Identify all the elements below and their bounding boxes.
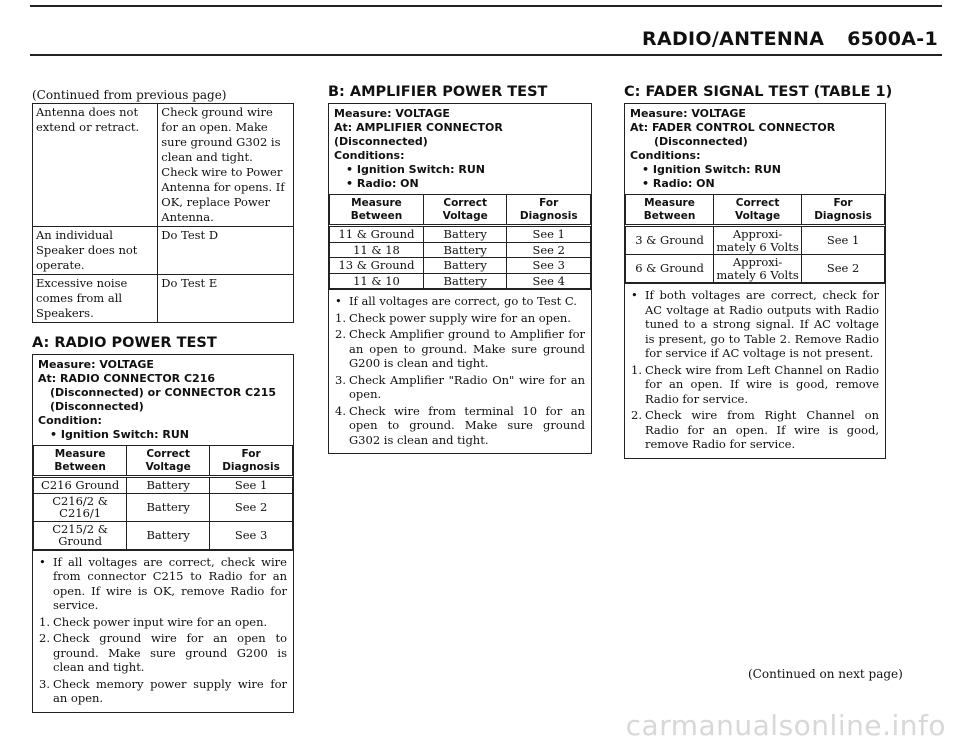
item-marker: • xyxy=(335,294,342,308)
site-watermark: carmanualsonline.info xyxy=(625,709,946,742)
item-text: Check wire from Right Channel on Radio for an open. If wire is good, remove Radio for service. xyxy=(645,408,879,451)
header-diagnosis: For Diagnosis xyxy=(507,195,591,226)
item-text: Check ground wire for an open to ground. Make sure ground G200 is clean and tight. xyxy=(53,631,287,674)
diagnosis-cell: See 1 xyxy=(802,226,885,255)
header-measure: Measure Between xyxy=(330,195,424,226)
symptom-cell: Excessive noise comes from all Speakers. xyxy=(33,275,158,323)
condition-label: Condition: xyxy=(38,414,102,427)
item-text: Check wire from Left Channel on Radio for an open. If wire is good, remove Radio for service. xyxy=(645,362,879,406)
column-left xyxy=(32,88,294,713)
item-text: If all voltages are correct, go to Test C. xyxy=(349,294,577,308)
item-text: Check memory power supply wire for an open. xyxy=(53,676,287,705)
header-diagnosis: For Diagnosis xyxy=(802,195,885,226)
item-marker: 4. xyxy=(335,403,346,418)
header-voltage: Correct Voltage xyxy=(714,195,802,226)
test-b-steps xyxy=(329,289,591,453)
list-item xyxy=(39,615,287,630)
list-item xyxy=(335,294,585,309)
diagnosis-cell: See 2 xyxy=(507,242,591,258)
diagnosis-cell: See 1 xyxy=(507,226,591,243)
table-row xyxy=(33,104,294,227)
item-marker: 2. xyxy=(335,327,346,341)
top-border-line xyxy=(30,5,942,7)
action-cell: Do Test D xyxy=(158,227,294,275)
measure-cell: C216 Ground xyxy=(34,477,127,494)
test-b-title: B: AMPLIFIER POWER TEST xyxy=(328,84,548,100)
measure-line: Measure: VOLTAGE xyxy=(630,107,746,120)
item-text: If both voltages are correct, check for AC voltage at Radio outputs with Radio tuned to a strong signal. If AC voltage is present, go to Table 2. Remove Radio for service if AC voltage is not present. xyxy=(645,288,879,360)
test-c-title: C: FADER SIGNAL TEST (TABLE 1) xyxy=(624,84,893,100)
voltage-cell: Battery xyxy=(423,242,507,258)
table-row xyxy=(34,493,293,521)
test-b-table xyxy=(329,194,591,289)
table-row xyxy=(330,242,591,258)
action-cell: Check ground wire for an open. Make sure ground G302 is clean and tight. Check wire to Power Antenna for opens. If OK, replace Power Antenna. xyxy=(158,104,294,227)
item-marker: 2. xyxy=(39,631,50,645)
voltage-cell: Battery xyxy=(127,477,210,494)
test-b-conditions xyxy=(329,104,591,194)
list-item xyxy=(631,408,879,452)
continued-table xyxy=(32,103,294,323)
at-line-3: (Disconnected) xyxy=(50,400,144,413)
test-c-table xyxy=(625,194,885,283)
table-row xyxy=(34,521,293,549)
column-right xyxy=(624,84,893,459)
header-measure: Measure Between xyxy=(626,195,714,226)
page-header xyxy=(626,28,938,50)
header-measure: Measure Between xyxy=(34,446,127,477)
measure-cell: 13 & Ground xyxy=(330,258,424,274)
item-text: Check Amplifier "Radio On" wire for an open. xyxy=(349,372,585,401)
condition-item: • Radio: ON xyxy=(346,177,419,190)
item-marker: 1. xyxy=(39,614,50,629)
list-item xyxy=(631,363,879,407)
diagnosis-cell: See 3 xyxy=(210,521,293,549)
at-line-2: (Disconnected) or CONNECTOR C215 xyxy=(50,386,277,399)
list-item xyxy=(335,373,585,402)
voltage-cell: Battery xyxy=(423,273,507,289)
header-voltage: Correct Voltage xyxy=(127,446,210,477)
test-a-box xyxy=(32,354,294,713)
measure-cell: 3 & Ground xyxy=(626,226,714,255)
at-line: At: AMPLIFIER CONNECTOR (Disconnected) xyxy=(334,121,503,148)
table-row xyxy=(626,255,885,283)
measure-cell: 6 & Ground xyxy=(626,255,714,283)
test-b-box xyxy=(328,103,592,454)
section-title: RADIO/ANTENNA xyxy=(642,28,825,50)
list-item xyxy=(39,555,287,613)
item-marker: 1. xyxy=(335,310,346,325)
page-number: 6500A-1 xyxy=(847,28,938,50)
symptom-cell: Antenna does not extend or retract. xyxy=(33,104,158,227)
voltage-cell: Battery xyxy=(423,226,507,243)
measure-line: Measure: VOLTAGE xyxy=(38,358,154,371)
table-row xyxy=(33,275,294,323)
test-a-table xyxy=(33,445,293,550)
diagnosis-cell: See 2 xyxy=(210,493,293,521)
list-item xyxy=(631,288,879,361)
item-text: Check power supply wire for an open. xyxy=(349,310,571,325)
header-rule xyxy=(30,54,942,56)
condition-label: Conditions: xyxy=(630,149,701,162)
voltage-cell: Approxi-mately 6 Volts xyxy=(714,226,802,255)
list-item xyxy=(335,404,585,448)
test-a-title: A: RADIO POWER TEST xyxy=(32,335,217,351)
list-item xyxy=(39,631,287,675)
measure-cell: 11 & Ground xyxy=(330,226,424,243)
item-marker: • xyxy=(39,554,46,569)
item-text: Check power input wire for an open. xyxy=(53,614,268,629)
table-row xyxy=(34,477,293,494)
item-marker: 3. xyxy=(335,372,346,387)
test-c-conditions xyxy=(625,104,885,194)
table-row xyxy=(330,226,591,243)
measure-line: Measure: VOLTAGE xyxy=(334,107,450,120)
voltage-cell: Approxi-mately 6 Volts xyxy=(714,255,802,283)
symptom-cell: An individual Speaker does not operate. xyxy=(33,227,158,275)
test-c-box xyxy=(624,103,886,459)
measure-cell: 11 & 10 xyxy=(330,273,424,289)
test-a-conditions xyxy=(33,355,293,445)
item-marker: 1. xyxy=(631,362,642,377)
diagnosis-cell: See 3 xyxy=(507,258,591,274)
item-marker: 2. xyxy=(631,408,642,422)
voltage-cell: Battery xyxy=(127,493,210,521)
table-row xyxy=(330,258,591,274)
test-a-steps xyxy=(33,550,293,712)
condition-item: • Ignition Switch: RUN xyxy=(346,163,485,176)
diagnosis-cell: See 2 xyxy=(802,255,885,283)
item-text: Check wire from terminal 10 for an open to ground. Make sure ground G302 is clean and tight. xyxy=(349,403,585,447)
column-middle xyxy=(328,84,592,454)
list-item xyxy=(335,311,585,326)
item-marker: 3. xyxy=(39,676,50,691)
condition-item: • Ignition Switch: RUN xyxy=(50,428,189,441)
condition-item: • Ignition Switch: RUN xyxy=(642,163,781,176)
table-header-row xyxy=(330,195,591,226)
table-row xyxy=(330,273,591,289)
header-voltage: Correct Voltage xyxy=(423,195,507,226)
at-line: At: FADER CONTROL CONNECTOR xyxy=(630,121,836,134)
measure-cell: 11 & 18 xyxy=(330,242,424,258)
test-c-steps xyxy=(625,283,885,458)
diagnosis-cell: See 1 xyxy=(210,477,293,494)
measure-cell: C215/2 & Ground xyxy=(34,521,127,549)
table-row xyxy=(33,227,294,275)
header-diagnosis: For Diagnosis xyxy=(210,446,293,477)
measure-cell: C216/2 & C216/1 xyxy=(34,493,127,521)
diagnosis-cell: See 4 xyxy=(507,273,591,289)
condition-item: • Radio: ON xyxy=(642,177,715,190)
table-row xyxy=(626,226,885,255)
at-line-2: (Disconnected) xyxy=(654,135,748,148)
item-text: If all voltages are correct, check wire from connector C215 to Radio for an open. If wire is OK, remove Radio for service. xyxy=(53,554,287,612)
continued-note: (Continued from previous page) xyxy=(32,88,227,102)
item-marker: • xyxy=(631,288,638,302)
voltage-cell: Battery xyxy=(423,258,507,274)
item-text: Check Amplifier ground to Amplifier for an open to ground. Make sure ground G200 is clean and tight. xyxy=(349,327,585,370)
at-line: At: RADIO CONNECTOR C216 xyxy=(38,372,215,385)
list-item xyxy=(335,327,585,371)
voltage-cell: Battery xyxy=(127,521,210,549)
continued-next-note: (Continued on next page) xyxy=(748,667,903,681)
action-cell: Do Test E xyxy=(158,275,294,323)
list-item xyxy=(39,677,287,706)
table-header-row xyxy=(626,195,885,226)
condition-label: Conditions: xyxy=(334,149,405,162)
table-header-row xyxy=(34,446,293,477)
